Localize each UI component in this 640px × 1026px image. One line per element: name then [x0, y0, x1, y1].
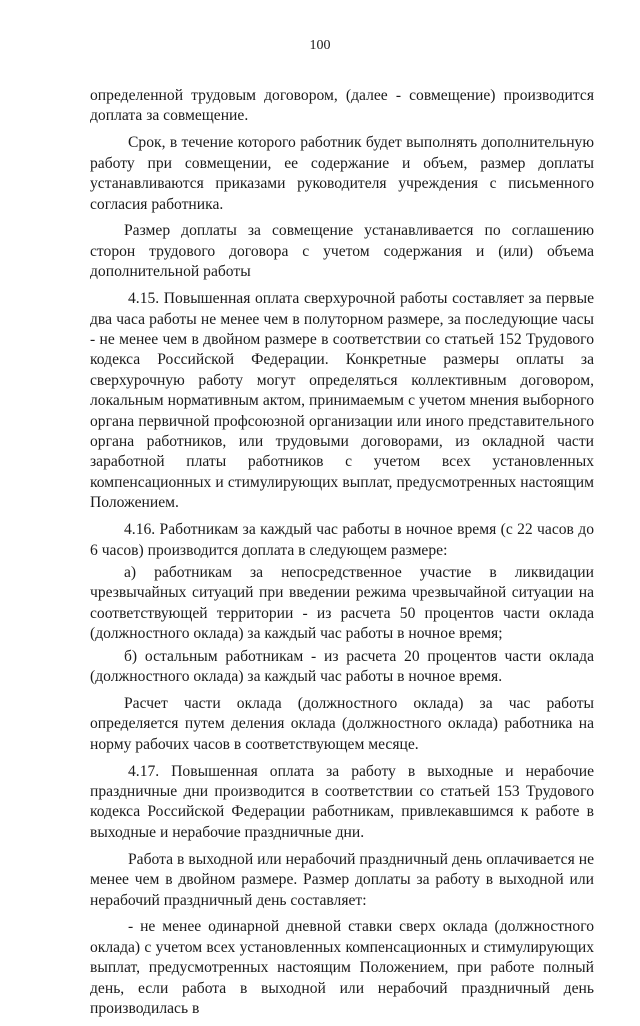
paragraph-4-15-overtime: 4.15. Повышенная оплата сверхурочной работы составляет за первые два часа работы не менее чем в полуторном размере, за последующие часы - не менее чем в двойном размере в соответствии со статьей 152 Трудового кодекса Российской Федерации. Конкретные размеры оплаты за сверхурочную работу могут определяться коллективным договором, локальным нормативным актом, принимаемым с учетом мнения выборного органа первичной профсоюзной организации или иного представительного органа работников, или трудовыми договорами, из окладной части заработной платы работников с учетом всех установленных компенсационных и стимулирующих выплат, предусмотренных настоящим Положением.	[90, 290, 594, 512]
page-number: 100	[309, 38, 331, 53]
list-item-a: а) работникам за непосредственное участие в ликвидации чрезвычайных ситуаций при введении режима чрезвычайной ситуации на соответствующей территории - из расчета 50 процентов части оклада (должностного оклада) за каждый час работы в ночное время;	[90, 563, 594, 643]
list-item-b: б) остальным работникам - из расчета 20 процентов части оклада (должностного оклада) за каждый час работы в ночное время.	[90, 647, 594, 685]
document-body	[90, 86, 594, 1026]
paragraph-combination-amount: Размер доплаты за совмещение устанавливается по соглашению сторон трудового договора с учетом содержания и (или) объема дополнительной работы	[90, 222, 594, 281]
paragraph-continuation: определенной трудовым договором, (далее - совмещение) производится доплата за совмещение.	[90, 87, 594, 125]
paragraph-4-17-holiday-work: 4.17. Повышенная оплата за работу в выходные и нерабочие праздничные дни производится в соответствии со статьей 153 Трудового кодекса Российской Федерации работникам, привлекавшимся к работе в выходные и нерабочие праздничные дни.	[90, 762, 594, 841]
paragraph-4-16-night-work: 4.16. Работникам за каждый час работы в ночное время (с 22 часов до 6 часов) производится доплата в следующем размере:	[90, 521, 594, 559]
paragraph-holiday-pay-rule: - не менее одинарной дневной ставки сверх оклада (должностного оклада) с учетом всех установленных компенсационных и стимулирующих выплат, предусмотренных настоящим Положением, при работе полный день, если работа в выходной или нерабочий праздничный день производилась в	[90, 918, 594, 1018]
paragraph-holiday-pay-amount: Работа в выходной или нерабочий праздничный день оплачивается не менее чем в двойном размере. Размер доплаты за работу в выходной или нерабочий праздничный день составляет:	[90, 850, 594, 909]
paragraph-combination-term: Срок, в течение которого работник будет выполнять дополнительную работу при совмещении, ее содержание и объем, размер доплаты устанавливаются приказами руководителя учреждения с письменного согласия работника.	[90, 134, 594, 213]
paragraph-hourly-rate-calculation: Расчет части оклада (должностного оклада) за час работы определяется путем деления оклада (должностного оклада) работника на норму рабочих часов в соответствующем месяце.	[90, 694, 594, 753]
